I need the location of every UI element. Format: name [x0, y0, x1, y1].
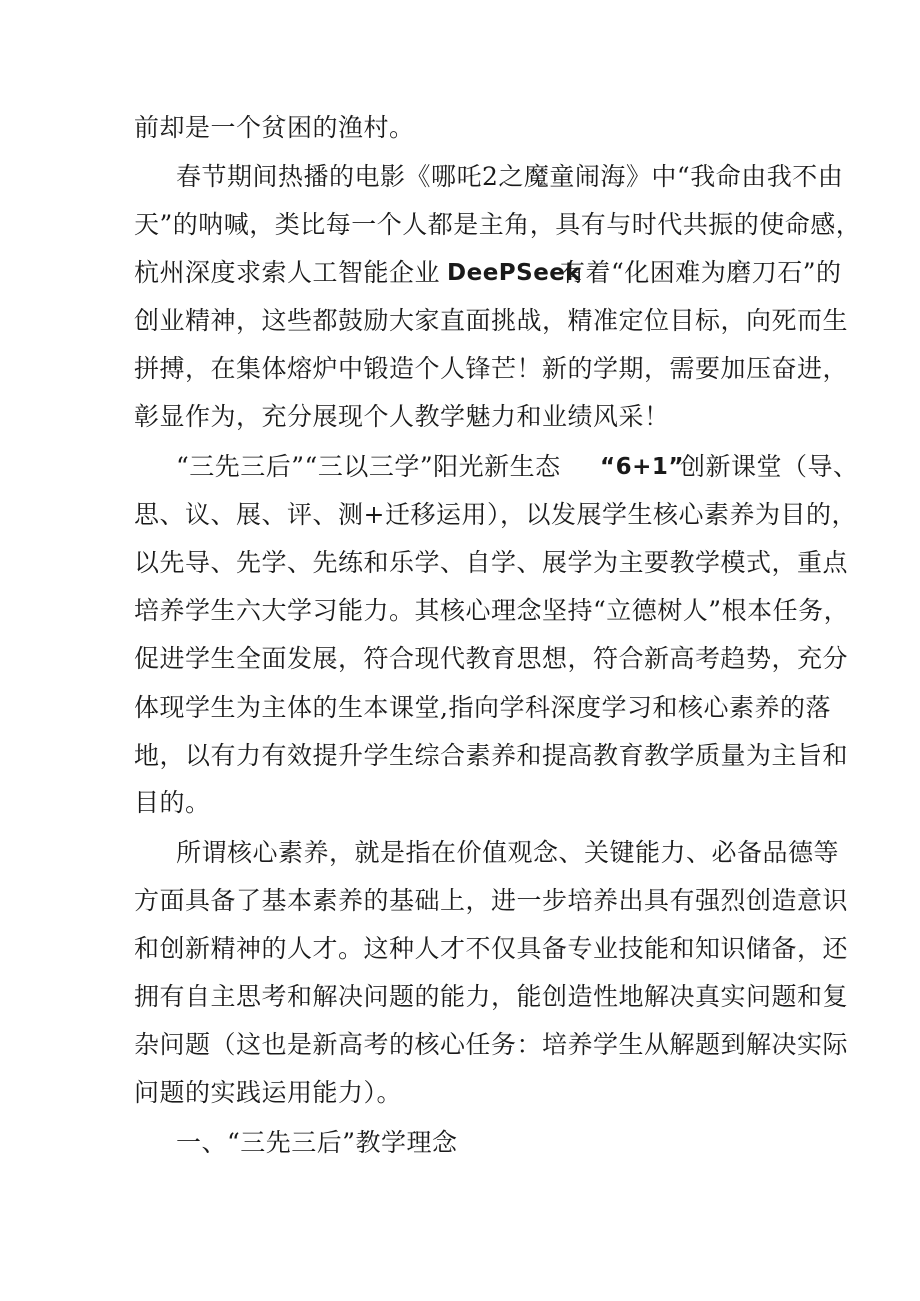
text-line: [0, 973, 920, 1021]
text-line: [0, 153, 920, 201]
text-line: [0, 443, 920, 491]
paragraph-text: 彰显作为，充分展现个人教学魅力和业绩风采！: [134, 402, 670, 431]
paragraph-text: 春节期间热播的电影《哪吒2之魔童闹海》中“我命由我不由: [176, 162, 844, 191]
paragraph-text: 思、议、展、评、测+迁移运用），以发展学生核心素养为目的，: [134, 500, 857, 529]
paragraph-text: 所谓核心素养，就是指在价值观念、关键能力、必备品德等: [176, 838, 840, 867]
paragraph-text: 以先导、先学、先练和乐学、自学、展学为主要教学模式，重点: [134, 548, 849, 577]
paragraph-text: 促进学生全面发展，符合现代教育思想，符合新高考趋势，充分: [134, 644, 849, 673]
paragraph-text: 拥有自主思考和解决问题的能力，能创造性地解决真实问题和复: [134, 982, 849, 1011]
paragraph-text: 前却是一个贫困的渔村。: [134, 113, 415, 142]
paragraph-text: 天”的呐喊，类比每一个人都是主角，具有与时代共振的使命感，: [134, 210, 862, 239]
paragraph-text: 培养学生六大学习能力。其核心理念坚持“立德树人”根本任务，: [134, 596, 850, 625]
text-line: [0, 104, 920, 152]
paragraph-text: 地，以有力有效提升学生综合素养和提高教育教学质量为主旨和: [134, 741, 849, 770]
text-line: [0, 587, 920, 635]
text-line: [0, 779, 920, 827]
text-line: [0, 393, 920, 441]
paragraph-text: 创新课堂（导、: [680, 452, 859, 481]
paragraph-text: 问题的实践运用能力）。: [134, 1078, 403, 1107]
text-line: [0, 829, 920, 877]
paragraph-text: 体现学生为主体的生本课堂,指向学科深度学习和核心素养的落: [134, 693, 831, 722]
paragraph-text: 方面具备了基本素养的基础上，进一步培养出具有强烈创造意识: [134, 886, 849, 915]
paragraph-text: 杭州深度求索人工智能企业: [134, 258, 441, 287]
text-line: [0, 539, 920, 587]
text-line: [0, 877, 920, 925]
paragraph-text: “三先三后”“三以三学”阳光新生态: [176, 452, 561, 481]
text-line: [0, 345, 920, 393]
brand-name: DeePSeek: [447, 260, 582, 286]
model-label: “6+1”: [600, 454, 685, 480]
paragraph-text: 创业精神，这些都鼓励大家直面挑战，精准定位目标，向死而生: [134, 306, 849, 335]
paragraph-text: 拼搏，在集体熔炉中锻造个人锋芒！新的学期，需要加压奋进，: [134, 354, 849, 383]
text-line: [0, 732, 920, 780]
text-line: [0, 249, 920, 297]
paragraph-text: 和创新精神的人才。这种人才不仅具备专业技能和知识储备，还: [134, 934, 849, 963]
text-line: [0, 1021, 920, 1069]
text-line: [0, 925, 920, 973]
text-line: [0, 297, 920, 345]
text-line: [0, 684, 920, 732]
paragraph-text: 杂问题（这也是新高考的核心任务：培养学生从解题到解决实际: [134, 1030, 849, 1059]
paragraph-text: 目的。: [134, 788, 211, 817]
text-line: [0, 635, 920, 683]
section-heading: [0, 1119, 920, 1167]
heading-text: 一、“三先三后”教学理念: [176, 1128, 458, 1157]
text-line: [0, 1069, 920, 1117]
paragraph-text: 有着“化困难为磨刀石”的: [560, 258, 842, 287]
text-line: [0, 201, 920, 249]
text-line: [0, 491, 920, 539]
